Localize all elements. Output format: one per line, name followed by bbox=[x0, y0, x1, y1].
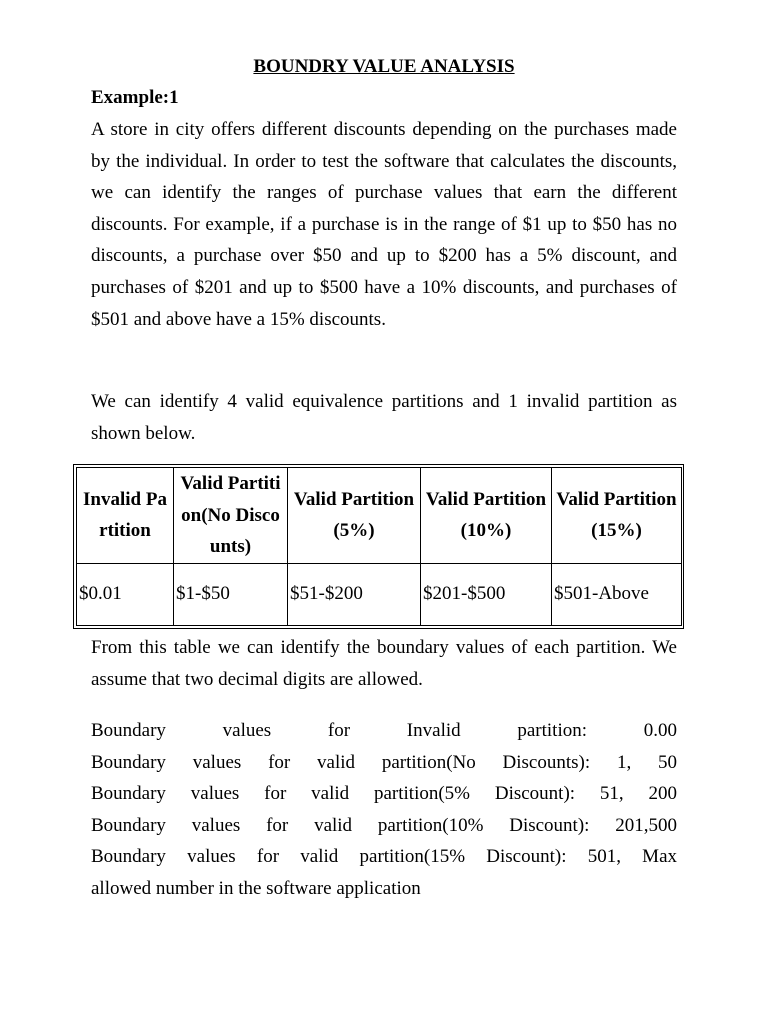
boundary-line-10-percent: Boundary values for valid partition(10% Discount): 201,500 bbox=[91, 814, 677, 836]
boundary-line-no-discounts: Boundary values for valid partition(No Discounts): 1, 50 bbox=[91, 751, 677, 773]
table-cell: $1-$50 bbox=[174, 563, 288, 625]
partitions-intro-paragraph: We can identify 4 valid equivalence partitions and 1 invalid partition as shown below. bbox=[91, 391, 677, 444]
table-cell: $51-$200 bbox=[288, 563, 421, 625]
header-valid-no-discounts: Valid Partition(No Discounts) bbox=[174, 468, 288, 564]
partition-table bbox=[76, 467, 682, 626]
table-cell: $201-$500 bbox=[421, 563, 552, 625]
table-cell: $0.01 bbox=[77, 563, 174, 625]
header-valid-5-percent: Valid Partition(5%) bbox=[288, 468, 421, 564]
header-valid-15-percent: Valid Partition(15%) bbox=[552, 468, 682, 564]
table-header-row bbox=[77, 468, 682, 564]
example-heading: Example:1 bbox=[91, 87, 179, 108]
intro-paragraph: A store in city offers different discounts depending on the purchases made by the individual. In order to test the software that calculates the discounts, we can identify the ranges of purchase values that earn the different discounts. For example, if a purchase is in the range of $1 up to $50 has no discounts, a purchase over $50 and up to $200 has a 5% discount, and purchases of $201 and up to $500 have a 10% discounts, and purchases of $501 and above have a 15% discounts. bbox=[91, 119, 677, 330]
table-cell: $501-Above bbox=[552, 563, 682, 625]
boundary-line-5-percent: Boundary values for valid partition(5% Discount): 51, 200 bbox=[91, 783, 677, 805]
after-table-paragraph: From this table we can identify the boundary values of each partition. We assume that two decimal digits are allowed. bbox=[91, 637, 677, 690]
header-valid-10-percent: Valid Partition(10%) bbox=[421, 468, 552, 564]
boundary-line-invalid: Boundary values for Invalid partition: 0.00 bbox=[91, 720, 677, 741]
partition-table-frame bbox=[73, 464, 684, 629]
boundary-line-continuation: allowed number in the software application bbox=[91, 877, 421, 899]
table-row bbox=[77, 563, 682, 625]
boundary-line-15-percent: Boundary values for valid partition(15% Discount): 501, Max bbox=[91, 846, 677, 868]
document-title: BOUNDRY VALUE ANALYSIS bbox=[253, 56, 515, 77]
header-invalid-partition: Invalid Partition bbox=[77, 468, 174, 564]
boundary-values-paragraph bbox=[91, 715, 677, 905]
